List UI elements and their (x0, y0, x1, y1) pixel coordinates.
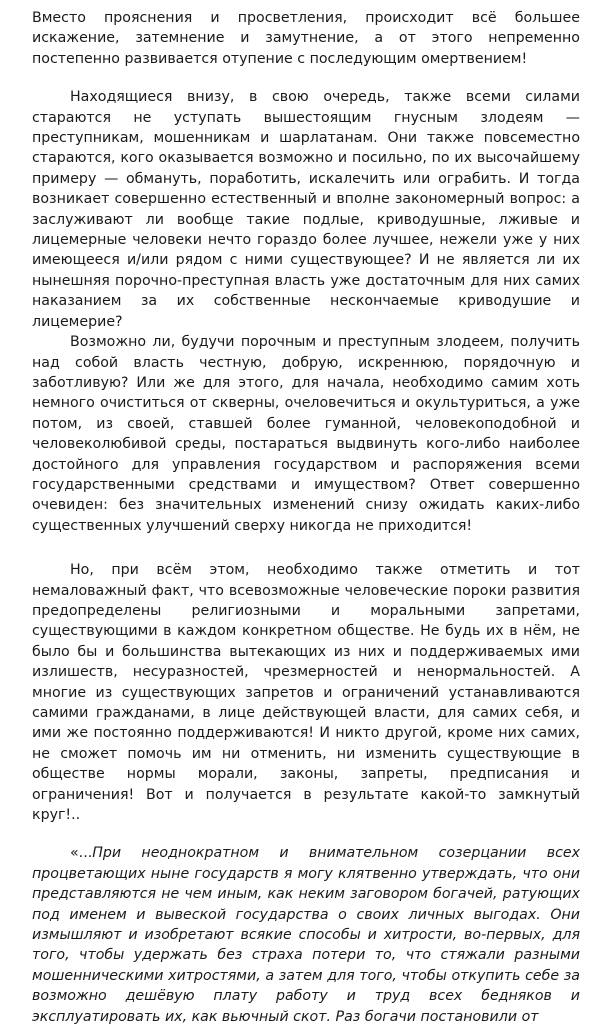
paragraph-question: Возможно ли, будучи порочным и преступным злодеем, получить над собой власть честную, добрую, искреннюю, порядочную и заботливую? Или же для этого, для начала, необходимо самим хоть немного очиститься от скверны, очеловечиться и окультуриться, а уже потом, из своей, ставшей более гуманной, человекоподобной и человеколюбивой среды, постараться выдвинуть кого-либо наиболее достойного для управления государством и распоряжения всеми государственными средствами и имуществом? Ответ совершенно очевиден: без значительных изменений снизу ожидать каких-либо существенных улучшений сверху никогда не приходится! (32, 334, 580, 534)
quote-opening-mark: «... (70, 845, 93, 862)
paragraph-quote (32, 843, 580, 1027)
paragraph-intro: Вместо прояснения и просветления, происходит всё большее искажение, затемнение и замутнение, а от этого непременно постепенно развивается отупение с последующим омертвением! (32, 10, 580, 67)
paragraph-vices: Но, при всём этом, необходимо также отметить и тот немаловажный факт, что всевозможные человеческие пороки развития предопределены религиозными и моральными запретами, существующими в каждом конкретном обществе. Не будь их в нём, не было бы и большинства вытекающих из них и поддерживаемых ими излишеств, несуразностей, чрезмерностей и ненормальностей. А многие из существующих запретов и ограничений устанавливаются самими гражданами, в лице действующей власти, для самих себя, и ими же постоянно поддерживаются! И никто другой, кроме них самих, не сможет помочь им ни отменить, ни изменить существующие в обществе нормы морали, законы, запреты, предписания и ограничения! Вот и получается в результате какой-то замкнутый круг!.. (32, 562, 580, 824)
quote-text: При неоднократном и внимательном созерцании всех процветающих ныне государств я могу клятвенно утверждать, что они представляются не чем иным, как неким заговором богачей, ратующих под именем и вывеской государства о своих личных выгодах. Они измышляют и изобретают всякие способы и хитрости, во-первых, для того, чтобы удержать без страха потери то, что стяжали разными мошенническими хитростями, а затем для того, чтобы откупить себе за возможно дешёвую плату работу и труд всех бедняков и эксплуатировать их, как вьючный скот. Раз богачи постановили от (32, 845, 580, 1025)
paragraph-those-below: Находящиеся внизу, в свою очередь, также всеми силами стараются не уступать вышестоящим гнусным злодеям — преступникам, мошенникам и шарлатанам. Они также повсеместно стараются, кого оказывается возможно и посильно, по их высочайшему примеру — обмануть, поработить, искалечить или ограбить. И тогда возникает совершенно естественный и вполне закономерный вопрос: а заслуживают ли вообще такие подлые, криводушные, лживые и лицемерные человеки нечто гораздо более лучшее, нежели уже у них имеющееся и/или рядом с ними существующее? И не является ли их нынешняя порочно-преступная власть уже достаточным для них самих наказанием за их собственные нескончаемые криводушие и лицемерие? (32, 89, 580, 330)
document-page (32, 8, 580, 1027)
